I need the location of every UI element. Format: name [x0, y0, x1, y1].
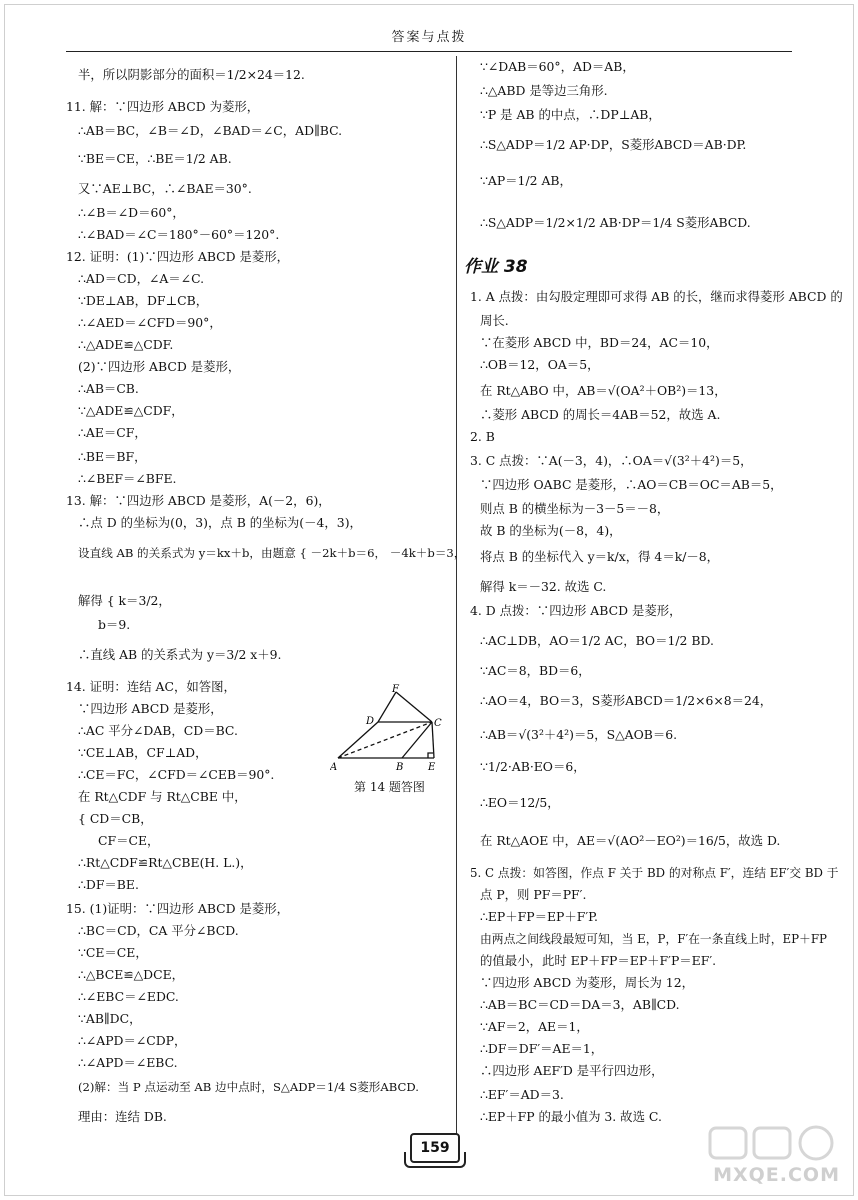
point-label: B — [396, 762, 404, 773]
site-watermark — [706, 1122, 842, 1186]
text-line: ∵AP＝1/2 AB， — [480, 173, 572, 188]
text-line: ∵AB∥DC， — [78, 1011, 142, 1026]
text-line: 理由：连结 DB. — [78, 1109, 167, 1124]
text-line: 13. 解：∵四边形 ABCD 是菱形，A(－2，6)， — [66, 493, 331, 508]
text-line: ∴∠BAD＝∠C＝180°－60°＝120°. — [78, 227, 280, 242]
text-line: 半，所以阴影部分的面积＝1/2×24＝12. — [78, 67, 305, 82]
text-line: CF＝CE， — [98, 833, 160, 848]
text-line: ∴AB＝CB. — [78, 381, 139, 396]
figure-14-caption: 第 14 题答图 — [354, 780, 425, 794]
text-line: ∵在菱形 ABCD 中，BD＝24，AC＝10， — [480, 335, 719, 350]
point-label: A — [330, 762, 338, 773]
text-line: 的值最小，此时 EP＋FP＝EP＋F′P＝EF′. — [480, 953, 717, 968]
text-line: ∴∠APD＝∠EBC. — [78, 1055, 178, 1070]
text-line: ∵四边形 ABCD 为菱形，周长为 12， — [480, 975, 694, 990]
text-line: 故 B 的坐标为(－8，4)， — [480, 523, 622, 538]
text-line: 由两点之间线段最短可知，当 E，P，F′在一条直线上时，EP＋FP — [480, 932, 827, 946]
text-line: ∴∠BEF＝∠BFE. — [78, 471, 177, 486]
watermark-logo-icon — [706, 1122, 842, 1162]
text-line: ∵CE⊥AB，CF⊥AD， — [78, 745, 208, 760]
text-line: ∴BC＝CD，CA 平分∠BCD. — [78, 923, 239, 938]
text-line: ∵DE⊥AB，DF⊥CB， — [78, 293, 209, 308]
text-line: 周长. — [480, 313, 509, 328]
text-line: ∵P 是 AB 的中点，∴DP⊥AB， — [480, 107, 661, 122]
text-line: 15. (1)证明：∵四边形 ABCD 是菱形， — [66, 901, 290, 916]
watermark-text: MXQE.COM — [713, 1164, 840, 1186]
text-line: ∵AC＝8，BD＝6， — [480, 663, 591, 678]
text-line: 1. A 点拨：由勾股定理即可求得 AB 的长，继而求得菱形 ABCD 的 — [470, 289, 843, 304]
text-line: ∴点 D 的坐标为(0，3)，点 B 的坐标为(－4，3)， — [78, 515, 362, 530]
text-line: 12. 证明：(1)∵四边形 ABCD 是菱形， — [66, 249, 290, 264]
text-line: 3. C 点拨：∵A(－3，4)，∴OA＝√(3²＋4²)＝5， — [470, 453, 753, 468]
text-line: ∴CE＝FC，∠CFD＝∠CEB＝90°. — [78, 767, 275, 782]
text-line: 在 Rt△AOE 中，AE＝√(AO²－EO²)＝16/5，故选 D. — [480, 833, 781, 848]
text-line: ∴菱形 ABCD 的周长＝4AB＝52，故选 A. — [480, 407, 721, 422]
text-line: 2. B — [470, 429, 495, 444]
text-line: ∵四边形 ABCD 是菱形， — [78, 701, 223, 716]
text-line: ∵四边形 OABC 是菱形，∴AO＝CB＝OC＝AB＝5， — [480, 477, 783, 492]
text-line: 将点 B 的坐标代入 y＝k/x，得 4＝k/－8， — [480, 549, 720, 564]
point-label: C — [434, 718, 442, 729]
text-line: ∴AB＝BC＝CD＝DA＝3，AB∥CD. — [480, 997, 680, 1012]
text-line: ∴EP＋FP 的最小值为 3. 故选 C. — [480, 1109, 662, 1124]
text-line: ∴∠EBC＝∠EDC. — [78, 989, 179, 1004]
text-line: ∴∠AED＝∠CFD＝90°， — [78, 315, 222, 330]
text-line: ∵1/2·AB·EO＝6， — [480, 759, 586, 774]
text-line: ∴△BCE≌△DCE， — [78, 967, 185, 982]
text-line: ∴EF′＝AD＝3. — [480, 1087, 564, 1102]
column-divider — [456, 56, 457, 1142]
text-line: (2)解：当 P 点运动至 AB 边中点时，S△ADP＝1/4 S菱形ABCD. — [78, 1080, 419, 1094]
text-line: ∴DF＝DF′＝AE＝1， — [480, 1041, 604, 1056]
text-line: ∴OB＝12，OA＝5， — [480, 357, 600, 372]
text-line: { CD＝CB， — [78, 811, 153, 826]
text-line: ∴AC⊥DB，AO＝1/2 AC，BO＝1/2 BD. — [480, 633, 714, 648]
text-line: ∴AE＝CF， — [78, 425, 147, 440]
text-line: 解得 { k＝3/2， — [78, 593, 171, 608]
text-line: ∵∠DAB＝60°，AD＝AB， — [480, 59, 635, 74]
text-line: ∴AB＝√(3²＋4²)＝5，S△AOB＝6. — [480, 727, 678, 742]
page-header — [66, 26, 792, 52]
text-line: 在 Rt△CDF 与 Rt△CBE 中， — [78, 789, 247, 804]
text-line: 5. C 点拨：如答图，作点 F 关于 BD 的对称点 F′，连结 EF′交 BD 于 — [470, 866, 839, 880]
text-line: ∴直线 AB 的关系式为 y＝3/2 x＋9. — [78, 647, 282, 662]
text-line: 则点 B 的横坐标为－3－5＝－8， — [480, 501, 670, 516]
text-line: ∴∠APD＝∠CDP， — [78, 1033, 187, 1048]
text-line: 解得 k＝－32. 故选 C. — [480, 579, 607, 594]
text-line: ∴AO＝4，BO＝3，S菱形ABCD＝1/2×6×8＝24， — [480, 693, 773, 708]
text-line: ∴四边形 AEF′D 是平行四边形， — [480, 1063, 664, 1078]
text-line: ∴△ABD 是等边三角形. — [480, 83, 608, 98]
text-line: 14. 证明：连结 AC，如答图， — [66, 679, 236, 694]
header-title: 答案与点拨 — [391, 30, 467, 45]
text-line: ∴DF＝BE. — [78, 877, 139, 892]
text-line: 又∵AE⊥BC，∴∠BAE＝30°. — [78, 181, 252, 196]
text-line: ∴BE＝BF， — [78, 449, 147, 464]
text-line: 4. D 点拨：∵四边形 ABCD 是菱形， — [470, 603, 682, 618]
text-line: (2)∵四边形 ABCD 是菱形， — [78, 359, 241, 374]
text-line: ∴EP＋FP＝EP＋F′P. — [480, 909, 598, 924]
text-line: 设直线 AB 的关系式为 y＝kx＋b，由题意 { －2k＋b＝6， －4k＋b＝3， — [78, 546, 466, 560]
section-title: 作业 38 — [464, 257, 528, 277]
page-number: 159 — [410, 1133, 460, 1163]
text-line: ∴AC 平分∠DAB，CD＝BC. — [78, 723, 238, 738]
text-line: ∴△ADE≌△CDF. — [78, 337, 174, 352]
text-line: 在 Rt△ABO 中，AB＝√(OA²＋OB²)＝13， — [480, 383, 727, 398]
text-line: ∴S△ADP＝1/2 AP·DP，S菱形ABCD＝AB·DP. — [480, 137, 747, 152]
text-line: 点 P，则 PF＝PF′. — [480, 887, 587, 902]
text-line: ∴AB＝BC，∠B＝∠D，∠BAD＝∠C，AD∥BC. — [78, 123, 343, 138]
text-line: ∴AD＝CD，∠A＝∠C. — [78, 271, 205, 286]
figure-14-diagram — [330, 684, 442, 774]
text-line: ∵BE＝CE，∴BE＝1/2 AB. — [78, 151, 232, 166]
text-line: ∵CE＝CE， — [78, 945, 148, 960]
point-label: E — [428, 762, 436, 773]
text-line: ∴∠B＝∠D＝60°， — [78, 205, 185, 220]
text-line: b＝9. — [98, 617, 131, 632]
point-label: D — [366, 716, 375, 727]
text-line: ∴Rt△CDF≌Rt△CBE(H. L.)， — [78, 855, 253, 870]
text-line: ∴S△ADP＝1/2×1/2 AB·DP＝1/4 S菱形ABCD. — [480, 215, 751, 230]
text-line: 11. 解：∵四边形 ABCD 为菱形， — [66, 99, 260, 114]
point-label: F — [392, 684, 399, 695]
text-line: ∴EO＝12/5， — [480, 795, 560, 810]
text-line: ∵△ADE≌△CDF， — [78, 403, 184, 418]
text-line: ∵AF＝2，AE＝1， — [480, 1019, 589, 1034]
